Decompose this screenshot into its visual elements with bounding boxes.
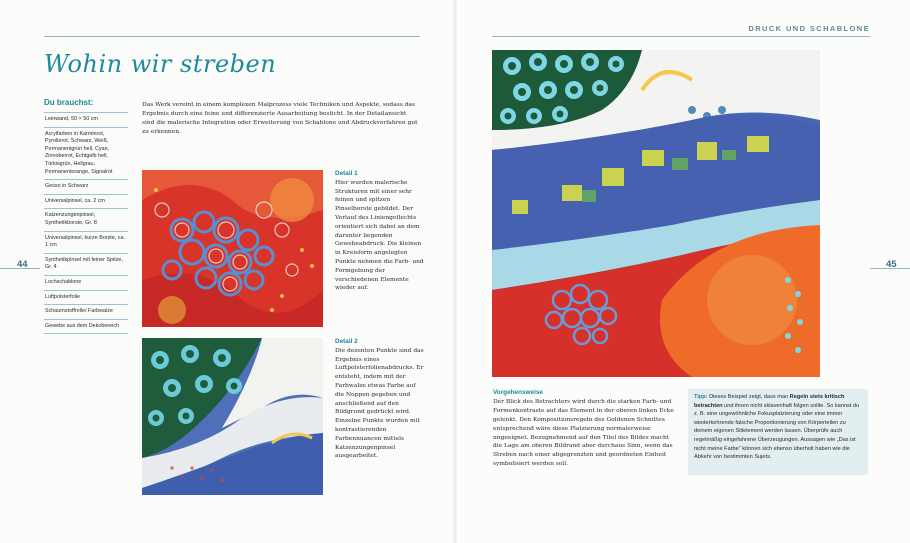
main-artwork-image (492, 50, 820, 377)
tip-text-part2: und ihnen nicht sklavenhaft folgen sollte. So kannst du z. B. eine ungewöhnliche Fokusplatzierung oder eine immer wiederkehrende falsche Proportionierung von Körperteilen zu deinem eigenen Stilelement werden lassen. Überprüfe auch regelmäßig eingefahrene Überzeugungen. Aussagen wie „Das ist nicht meine Farbe“ können sich ebenso überholt haben wie die Abkehr von bestimmten Sujets. (694, 402, 860, 461)
material-item: Gesso in Schwarz (44, 179, 128, 194)
material-item: Synthetikpinsel mit feiner Spitze, Gr. 4 (44, 253, 128, 275)
material-item: Acrylfarben in Karminrot, Pyrollerot, Schwarz, Weiß, Permanentgrün hell, Cyan, Zinnoberrot, Echtgelb hell, Türkisgrün, Hellgrau, Permanentorange, Signalrot (44, 127, 128, 180)
procedure-section (493, 389, 678, 469)
page-title: Wohin wir streben (44, 50, 277, 78)
material-item: Luftpolsterfolie (44, 290, 128, 305)
material-item: Leinwand, 50 × 50 cm (44, 112, 128, 127)
materials-title: Du brauchst: (44, 98, 94, 107)
procedure-text: Der Blick des Betrachters wird durch die starken Farb- und Formenkontraste auf das Element in der oberen linken Ecke gelenkt. Den Kompositionsregeln des Goldenen Schnittes entsprechend wäre diese Platzierung normalerweise ungeeignet. Bezugnehmend auf den Titel des Bildes macht die Lage am oberen Bildrand aber durchaus Sinn, wenn das Streben nach einer abgegrenzten und geordneten Einheit symbolisiert werden soll. (493, 398, 674, 468)
detail-2-image (142, 338, 323, 495)
tip-label: Tipp: (694, 394, 708, 400)
tip-text-part1: Dieses Beispiel zeigt, dass man (707, 394, 790, 400)
material-item: Lochschablone (44, 275, 128, 290)
section-label: DRUCK UND SCHABLONE (748, 24, 870, 33)
tip-emphasis: Regeln stets kritisch betrachten (694, 394, 845, 409)
materials-list (44, 112, 128, 334)
detail-1-title: Detail 1 (335, 170, 358, 177)
detail-2-caption (335, 338, 425, 461)
detail-1-image (142, 170, 323, 327)
material-item: Universalpinsel, ca. 2 cm (44, 194, 128, 209)
material-item: Universalpinsel, kurze Borste, ca. 1 cm (44, 231, 128, 253)
page-number-left: 44 (17, 259, 28, 270)
material-item: Katzenzungenpinsel, Synthetikborste, Gr. 8 (44, 208, 128, 230)
page-number-right: 45 (886, 259, 897, 270)
top-rule-right (492, 36, 870, 37)
material-item: Gewebe aus dem Dekobereich (44, 319, 128, 335)
book-gutter (453, 0, 457, 543)
detail-1-text: Hier wurden malerische Strukturen mit einer sehr feinen und spitzen Pinselborste gebildet. Der Verlauf des Liniengeflechts orientiert sich dabei an dem darunter liegenden Gewebeabdruck. Die kleinen in Kreisform angelegten Punkte nehmen die Farb- und Formgebung der verschiedenen Elemente wieder auf. (335, 179, 424, 292)
material-item: Schaumstoffrolle/ Farbwalze (44, 304, 128, 319)
intro-paragraph: Das Werk vereint in einem komplexen Malprozess viele Techniken und Aspekte, sodass das Ergebnis durch eine feine und differenzierte Ausarbeitung besticht. In der Detailansicht sind die malerische Integration oder Erweiterung von Schablone und Abdruckverfahren gut zu erkennen. (142, 102, 418, 135)
procedure-title: Vorgehensweise (493, 389, 543, 396)
materials-sidebar (44, 98, 128, 334)
detail-2-text: Die dezenten Punkte sind das Ergebnis eines Luftpolsterfolienabdrucks. Er entsteht, indem mit der Farbwalze etwas Farbe auf die Noppen gegeben und anschließend auf den Bildgrund gedrückt wird. Einzelne Punkte wurden mit kontrastierenden Farbennuancen mittels Katzenzungenpinsel ausgearbeitet. (335, 347, 424, 460)
tip-box (688, 389, 868, 475)
detail-1-caption (335, 170, 425, 293)
top-rule-left (44, 36, 420, 37)
detail-2-title: Detail 2 (335, 338, 358, 345)
